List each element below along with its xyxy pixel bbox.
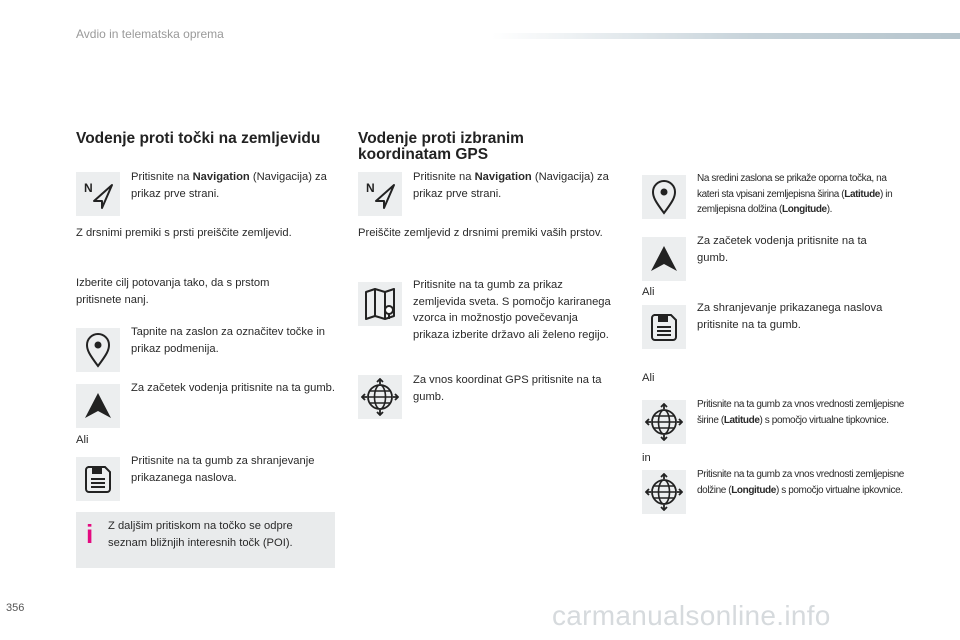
right-longitude-text: Pritisnite na ta gumb za vnos vrednosti zemljepisne dolžine (Longitude) s pomočjo virtualne ipkovnice. xyxy=(697,469,904,496)
right-latitude-text: Pritisnite na ta gumb za vnos vrednosti zemljepisne širine (Latitude) s pomočjo virtualne tipkovnice. xyxy=(697,399,904,426)
svg-text:N: N xyxy=(366,181,375,195)
globe-icon xyxy=(642,470,686,514)
right-save-text: Za shranjevanje prikazanega naslova pritisnite na ta gumb. xyxy=(697,302,883,331)
left-drag-text: Z drsnimi premiki s prsti preiščite zemljevid. xyxy=(76,227,292,239)
watermark: carmanualsonline.info xyxy=(552,600,831,631)
middle-nav-text: Pritisnite na Navigation (Navigacija) za prikaz prve strani. xyxy=(413,171,609,200)
info-note-text: Z daljšim pritiskom na točko se odpre seznam bližnjih interesnih točk (POI). xyxy=(108,520,293,549)
svg-text:N: N xyxy=(84,181,93,195)
globe-icon xyxy=(358,375,402,419)
header-decorative-bar xyxy=(492,33,960,39)
right-and-label: in xyxy=(642,452,651,464)
left-tap-text: Tapnite na zaslon za označitev točke in prikaz podmenija. xyxy=(131,326,326,355)
globe-icon xyxy=(642,400,686,444)
page-number: 356 xyxy=(6,602,25,614)
left-heading: Vodenje proti točki na zemljevidu xyxy=(76,130,321,147)
middle-world-text: Pritisnite na ta gumb za prikaz zemljevida sveta. S pomočjo kariranega vzorca in možnostjo povečevanja prikaza izberite državo ali želeno regijo. xyxy=(413,279,611,341)
map-pin-icon xyxy=(76,328,120,372)
save-icon xyxy=(76,457,120,501)
world-map-icon xyxy=(358,282,402,326)
left-save-text: Pritisnite na ta gumb za shranjevanje prikazanega naslova. xyxy=(131,455,315,484)
left-nav-text: Pritisnite na Navigation (Navigacija) za prikaz prve strani. xyxy=(131,171,327,200)
left-start-text: Za začetek vodenja pritisnite na ta gumb. xyxy=(131,382,335,394)
left-or-label: Ali xyxy=(76,434,89,446)
right-or-label-2: Ali xyxy=(642,372,655,384)
start-guidance-icon xyxy=(76,384,120,428)
page-header-title: Avdio in telematska oprema xyxy=(76,27,224,41)
right-center-text: Na sredini zaslona se prikaže oporna točka, na kateri sta vpisani zemljepisna širina (Latitude) in zemljepisna dolžina (Longitude). xyxy=(697,173,893,215)
navigation-icon xyxy=(358,172,402,216)
map-pin-icon xyxy=(642,175,686,219)
start-guidance-icon xyxy=(642,237,686,281)
right-or-label-1: Ali xyxy=(642,286,655,298)
left-select-text: Izberite cilj potovanja tako, da s prstom pritisnete nanj. xyxy=(76,277,270,306)
middle-gps-text: Za vnos koordinat GPS pritisnite na ta gumb. xyxy=(413,374,602,403)
right-start-text: Za začetek vodenja pritisnite na ta gumb. xyxy=(697,235,867,264)
save-icon xyxy=(642,305,686,349)
middle-explore-text: Preiščite zemljevid z drsnimi premiki vaših prstov. xyxy=(358,227,603,239)
info-icon: i xyxy=(86,519,94,549)
navigation-icon xyxy=(76,172,120,216)
middle-heading: Vodenje proti izbranim koordinatam GPS xyxy=(358,130,524,163)
